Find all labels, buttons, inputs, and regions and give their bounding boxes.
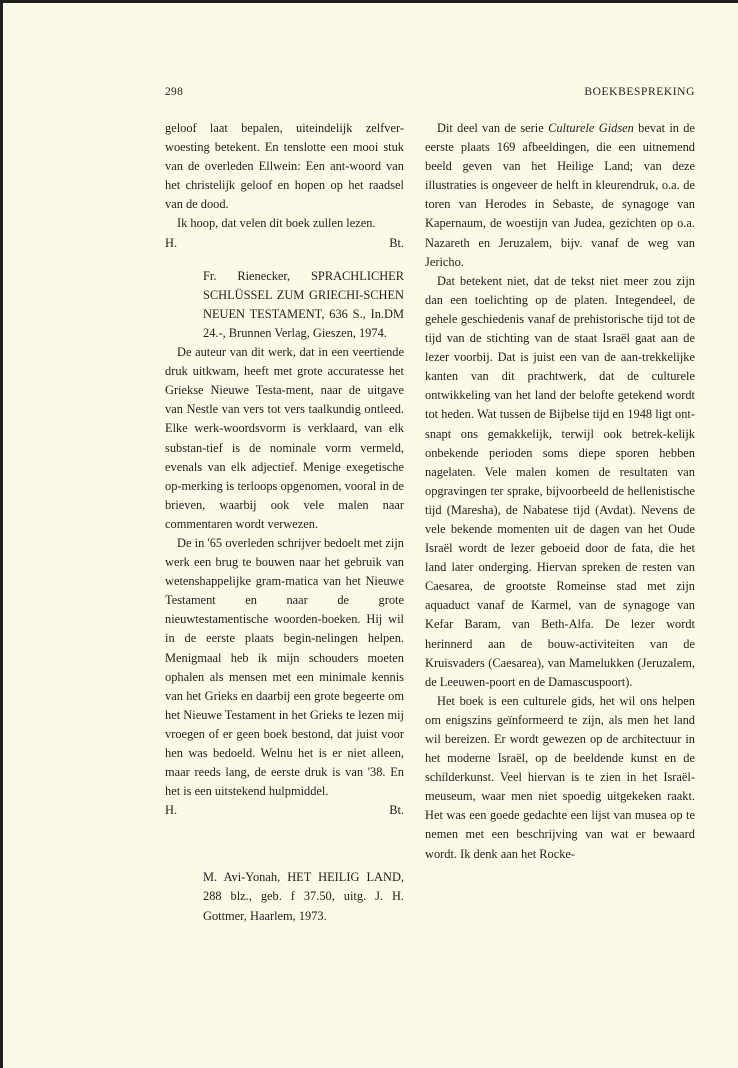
right-column [425,119,695,864]
signature-initial: H. [165,803,178,818]
left-column [165,119,404,926]
paragraph [425,119,695,272]
page-number: 298 [165,86,184,98]
paragraph: Ik hoop, dat velen dit boek zullen lezen. [177,216,376,231]
book-reference: Fr. Rienecker, SPRACHLICHER SCHLÜSSEL ZUM GRIECHI-SCHEN NEUEN TESTAMENT, 636 S., In.DM 24.-, Brunnen Verlag, Gieszen, 1974. [203,268,404,340]
paragraph: geloof laat bepalen, uiteindelijk zelfver-woesting betekent. En tenslotte een mooi stuk van de overleden Ellwein: Een ant-woord van het christelijk geloof en hopen op het raadsel van de dood. [165,121,404,212]
review-signature [165,234,404,253]
book-reference: M. Avi-Yonah, HET HEILIG LAND, 288 blz., geb. f 37.50, uitg. J. H. Gottmer, Haarlem, 1973. [203,870,404,923]
paragraph: Het boek is een culturele gids, het wil ons helpen om enigszins geïnformeerd te zijn, als men het land wil bereizen. Er wordt gewezen op de architectuur in het moderne Israël, op de beeldende kunst en de schilderkunst. Veel hiervan is te zien in het Israël-meuseum, waar men niet spoedig uitgekeken raakt. Het was een goede gedachte een lijst van musea op te nemen met een beschrijving van wat er bewaard wordt. Ik denk aan het Rocke- [425,693,695,861]
paragraph: De in '65 overleden schrijver bedoelt met zijn werk een brug te bouwen naar het gebruik van wetenshappelijke gram-matica van het Nieuwe Testament en naar de grote nieuwtestamentische woorden-boeken. Hij wil in de eerste plaats begin-nelingen helpen. Menigmaal heb ik mijn schouders moeten ophalen als mensen met een minimale kennis van het Grieks en daarbij een grote begeerte om het Nieuwe Testament in het Grieks te lezen mij vroegen of er geen boek bestond, dat juist voor hen was bedoeld. Welnu het is er niet alleen, maar reeds lang, de eerste druk is van '38. En het is een uitstekend hulpmiddel. [165,535,404,799]
signature-initial: H. [165,235,178,250]
signature-name: Bt. [389,235,404,250]
text-run: bevat in de eerste plaats 169 afbeeldingen, die een uitnemend beeld geven van het Heilige Land; van deze illustraties is ongeveer de helft in kleurendruk, o.a. de toren van Herodes in Sebaste, de synagoge van Kapernaum, de woestijn van Judea, gezichten op o.a. Nazareth en Jeruzalem, bijv. vanaf de weg van Jericho. [425,121,695,269]
series-title: Culturele Gidsen [548,121,634,135]
paragraph: De auteur van dit werk, dat in een veertiende druk uitkwam, heeft met grote accuratesse het Griekse Nieuwe Testa-ment, naar de uitgave van Nestle van vers tot vers taalkundig ontleed. Elke werk-woordsvorm is verklaard, van elk substan-tief is de nominale vorm vermeld, evenals van elk adjectief. Menige exegetische op-merking is terloops opgenomen, vooral in de brieven, waarbij ook vele malen naar commentaren wordt verwezen. [165,345,404,531]
page-edge [0,0,738,3]
text-run: Dit deel van de serie [437,121,549,135]
running-title: BOEKBESPREKING [584,86,695,98]
paragraph: Dat betekent niet, dat de tekst niet meer zou zijn dan een toelichting op de platen. Integendeel, de gehele geschiedenis vanaf de prehistorische tijd tot de tijd van de stichting van de staat Israël gaat aan de lezer voorbij. Dat is juist een van de aan-trekkelijke kanten van dit prachtwerk, dat de culturele ontwikkeling van het land der belofte getekend wordt tot heden. Wat tussen de Bijbelse tijd en 1948 ligt ont-snapt ons gemakkelijk, terwijl ook betrek-kelijk onbekende perioden soms diepe sporen hebben nagelaten. Vele malen komen de resultaten van opgravingen ter sprake, bijvoorbeeld de hellenistische tijd (Maresha), de Nabatese tijd (Avdat). Nevens de vele bekende momenten uit de dagen van het Oude Israël wordt de lezer geboeid door de fata, die het land later onderging. Hiervan spreken de resten van Caesarea, de grootste Romeinse stad met zijn aquaduct vanaf de Karmel, van de synagoge van Kefar Baram, van Beth-Alfa. De lezer wordt herinnerd aan de bouw-activiteiten van de Kruisvaders (Caesarea), van Mamelukken (Jeruzalem, de Leeuwen-poort en de Damascuspoort). [425,273,695,689]
review-signature [165,801,404,820]
page-edge [0,0,3,1068]
signature-name: Bt. [389,803,404,818]
